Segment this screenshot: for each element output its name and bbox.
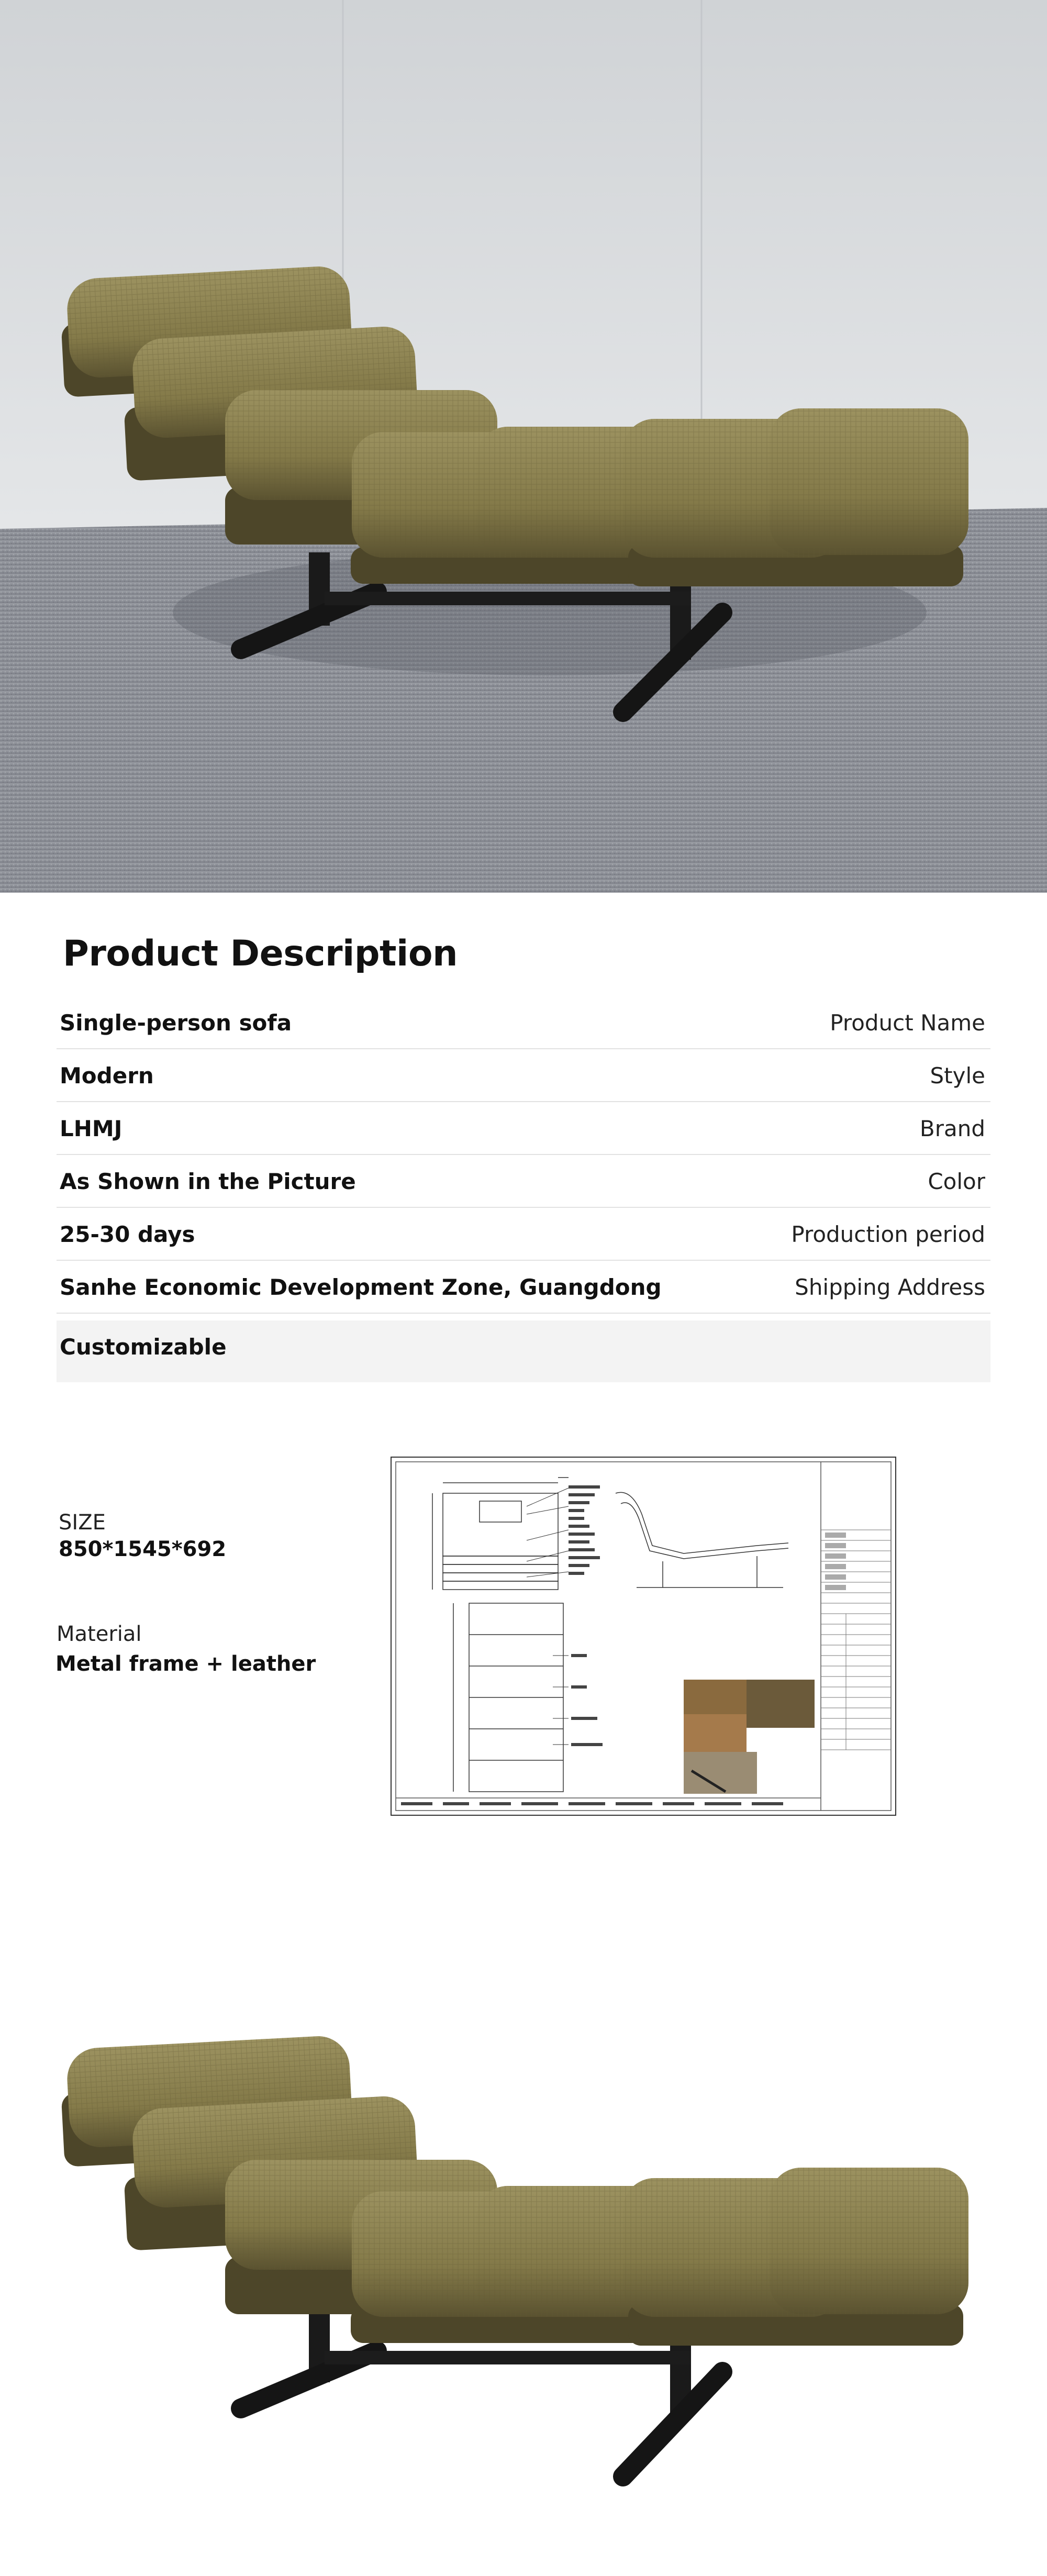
spec-label: Brand <box>919 1116 985 1141</box>
spec-row-production-period <box>57 1208 990 1261</box>
spec-value: Customizable <box>60 1334 227 1360</box>
material-label: Material <box>57 1622 142 1646</box>
spec-row-color <box>57 1155 990 1208</box>
technical-drawing <box>391 1457 896 1816</box>
spec-label: Color <box>928 1169 985 1194</box>
spec-value: 25-30 days <box>60 1222 195 1247</box>
spec-value: Sanhe Economic Development Zone, Guangdong <box>60 1274 662 1300</box>
spec-value: Single-person sofa <box>60 1010 292 1036</box>
size-label: SIZE <box>59 1511 106 1535</box>
spec-row-shipping-address <box>57 1261 990 1314</box>
size-value: 850*1545*692 <box>59 1537 227 1561</box>
material-value: Metal frame + leather <box>55 1652 316 1676</box>
spec-label: Production period <box>791 1222 985 1247</box>
spec-value: Modern <box>60 1063 154 1089</box>
spec-value: As Shown in the Picture <box>60 1169 356 1194</box>
spec-row-style <box>57 1049 990 1102</box>
spec-label: Shipping Address <box>795 1274 985 1300</box>
product-cutout-photo <box>0 1958 1047 2524</box>
spec-row-brand <box>57 1102 990 1155</box>
spec-row-customizable <box>57 1320 990 1382</box>
spec-label: Product Name <box>830 1010 985 1036</box>
spec-row-product-name <box>57 996 990 1049</box>
section-title: Product Description <box>63 933 458 974</box>
spec-value: LHMJ <box>60 1116 122 1141</box>
spec-label: Style <box>930 1063 985 1089</box>
hero-product-photo <box>0 0 1047 893</box>
